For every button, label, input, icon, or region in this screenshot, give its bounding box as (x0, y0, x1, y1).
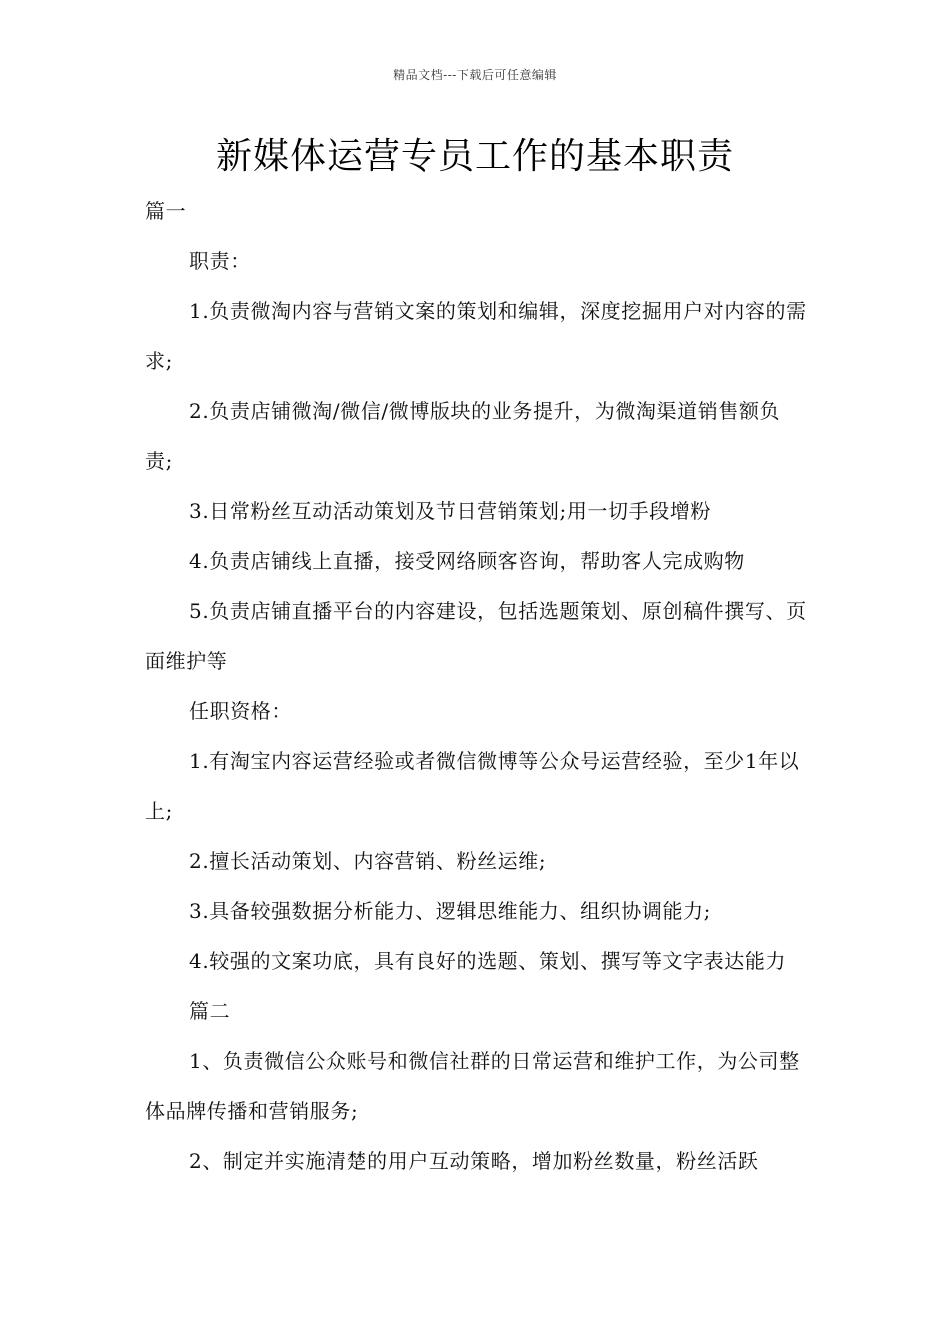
paragraph: 1.有淘宝内容运营经验或者微信微博等公众号运营经验，至少1年以上; (145, 749, 800, 823)
document-title: 新媒体运营专员工作的基本职责 (215, 136, 734, 177)
paragraph: 4.较强的文案功底，具有良好的选题、策划、撰写等文字表达能力 (189, 949, 787, 973)
paragraph: 5.负责店铺直播平台的内容建设，包括选题策划、原创稿件撰写、页面维护等 (145, 599, 807, 673)
header-note: 精品文档---下载后可任意编辑 (393, 68, 557, 82)
paragraph: 2、制定并实施清楚的用户互动策略，增加粉丝数量，粉丝活跃 (189, 1149, 759, 1173)
paragraph: 1、负责微信公众账号和微信社群的日常运营和维护工作，为公司整体品牌传播和营销服务; (145, 1049, 800, 1123)
paragraph: 2.负责店铺微淘/微信/微博版块的业务提升，为微淘渠道销售额负责; (145, 399, 781, 473)
paragraph: 篇二 (189, 999, 231, 1023)
paragraph: 篇一 (145, 199, 187, 223)
paragraph: 2.擅长活动策划、内容营销、粉丝运维; (189, 849, 547, 873)
paragraph: 3.具备较强数据分析能力、逻辑思维能力、组织协调能力; (189, 899, 712, 923)
paragraph: 职责： (189, 249, 251, 273)
paragraph: 任职资格： (189, 699, 292, 723)
paragraph: 1.负责微淘内容与营销文案的策划和编辑，深度挖掘用户对内容的需求; (145, 299, 807, 373)
paragraph: 3.日常粉丝互动活动策划及节日营销策划;用一切手段增粉 (189, 499, 712, 523)
document-body (145, 186, 807, 1186)
paragraph: 4.负责店铺线上直播，接受网络顾客咨询，帮助客人完成购物 (189, 549, 745, 573)
